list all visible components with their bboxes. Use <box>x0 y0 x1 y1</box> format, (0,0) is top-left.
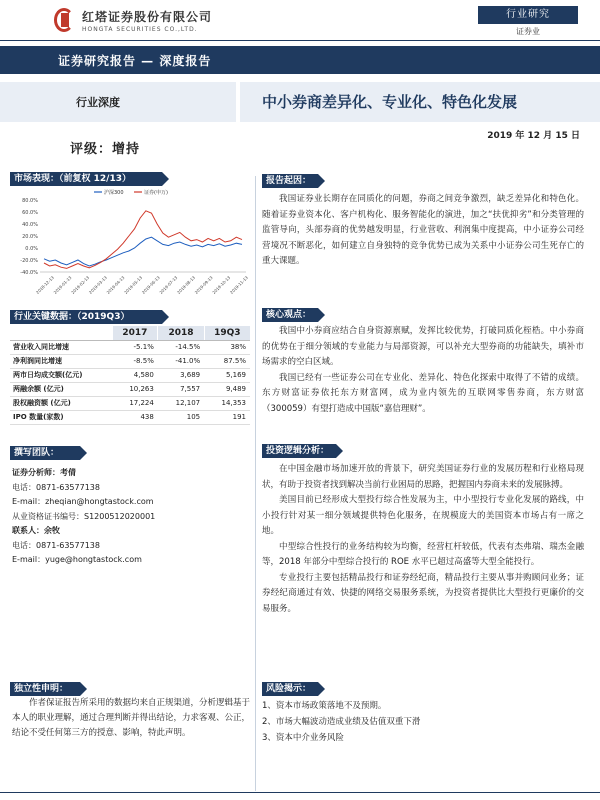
x-tick-label: 2019-03-13 <box>87 274 108 295</box>
company-logo <box>52 6 212 34</box>
core-section-header <box>262 308 318 322</box>
risk-item: 2、市场大幅波动造成业绩及估值双重下滑 <box>262 717 421 727</box>
y-tick-label: -20.0% <box>20 258 38 264</box>
row-label: 股权融资额 (亿元) <box>10 396 112 410</box>
row-value: 9,489 <box>204 382 250 396</box>
row-value: 438 <box>112 410 158 424</box>
x-tick-label: 2019-01-13 <box>52 274 73 295</box>
team-section-header <box>10 446 80 460</box>
disclaimer-section-header <box>10 682 80 696</box>
key-data-table <box>10 326 250 425</box>
title-bar <box>0 82 600 122</box>
y-tick-label: 0.0% <box>25 246 38 252</box>
banner-title: 证券研究报告 — 深度报告 <box>58 54 212 68</box>
contact-line: 从业资格证书编号：S1200512020001 <box>12 511 156 521</box>
x-tick-label: 2019-05-13 <box>123 274 144 295</box>
series-line-0 <box>44 237 242 266</box>
risk-item: 1、资本市场政策落地不及预期。 <box>262 701 387 711</box>
core-section-title: 核心观点： <box>266 310 312 320</box>
contact-line: 证券分析师：考倩 <box>12 468 76 477</box>
row-value: -41.0% <box>158 354 204 368</box>
market-performance-chart <box>10 186 250 296</box>
row-label: 营业收入同比增速 <box>10 340 112 354</box>
core-body <box>262 324 584 417</box>
table-row <box>10 410 250 424</box>
legend-label: 沪深300 <box>104 190 124 196</box>
contact-line: E-mail：yuge@hongtastock.com <box>12 555 142 564</box>
header-divider <box>0 40 600 41</box>
logic-paragraph: 在中国金融市场加速开放的背景下，研究美国证券行业的发展历程和行业格局现状，有助于投资者找到解决当前行业困局的思路，把握国内券商未来的发展脉搏。 <box>262 464 584 490</box>
disclaimer-text: 作者保证报告所采用的数据均来自正规渠道，分析逻辑基于本人的职业理解，通过合理判断并得出结论，力求客观、公正，结论不受任何第三方的授意、影响，特此声明。 <box>12 698 251 738</box>
table-row <box>10 354 250 368</box>
row-value: -8.5% <box>112 354 158 368</box>
risk-section-title: 风险揭示： <box>266 684 312 694</box>
table-row <box>10 382 250 396</box>
contact-line: 电话：0871-63577138 <box>12 482 100 492</box>
table-corner <box>10 326 112 340</box>
team-section-title: 撰写团队： <box>14 448 60 458</box>
industry-tag: 证券业 <box>516 27 540 36</box>
row-value: 3,689 <box>158 368 204 382</box>
disclaimer-section-title: 独立性申明： <box>14 684 69 694</box>
contact-line: E-mail：zheqian@hongtastock.com <box>12 497 154 506</box>
row-value: 38% <box>204 340 250 354</box>
logic-paragraph: 专业投行主要包括精品投行和证券经纪商，精品投行主要从事并购顾问业务；证券经纪商通过有效、快捷的网络交易服务系统，为投资者提供比大型投行更廉价的交易服务。 <box>262 572 584 614</box>
market-section-header <box>10 172 162 186</box>
row-value: 4,580 <box>112 368 158 382</box>
y-tick-label: 60.0% <box>22 210 38 216</box>
row-value: -5.1% <box>112 340 158 354</box>
report-banner <box>0 46 600 74</box>
risk-section-header <box>262 682 318 696</box>
col-header-2017: 2017 <box>112 326 158 340</box>
title-bar-separator <box>236 82 240 122</box>
y-tick-label: 20.0% <box>22 234 38 240</box>
x-tick-label: 2019-06-13 <box>140 274 161 295</box>
keydata-section-title: 行业关键数据：（2019Q3） <box>14 312 130 322</box>
x-tick-label: 2019-02-13 <box>70 274 91 295</box>
y-tick-label: 80.0% <box>22 198 38 204</box>
y-tick-label: 40.0% <box>22 222 38 228</box>
row-label: 净利润同比增速 <box>10 354 112 368</box>
row-value: 191 <box>204 410 250 424</box>
company-name-cn: 红塔证券股份有限公司 <box>82 9 213 24</box>
row-value: 7,557 <box>158 382 204 396</box>
row-value: 12,107 <box>158 396 204 410</box>
footer-divider <box>0 792 600 793</box>
report-category-tag: 行业研究 <box>478 6 578 24</box>
x-tick-label: 2019-07-13 <box>158 274 179 295</box>
contact-line: 联系人：余牧 <box>12 526 60 535</box>
logic-paragraph: 美国目前已经形成大型投行综合性发展为主，中小型投行专业化发展的路线，中小投行针对某一细分领域提供特色化服务，在规模庞大的美国资本市场占有一席之地。 <box>262 495 584 536</box>
col-header-2018: 2018 <box>158 326 204 340</box>
summary-section-title: 报告起因： <box>266 176 312 186</box>
summary-section-header <box>262 174 318 188</box>
report-date: 2019 年 12 月 15 日 <box>487 131 580 141</box>
series-line-1 <box>44 211 242 269</box>
table-header-row <box>10 326 250 340</box>
logo-mark-icon <box>52 6 76 34</box>
row-value: 87.5% <box>204 354 250 368</box>
row-value: 10,263 <box>112 382 158 396</box>
table-row <box>10 340 250 354</box>
risk-item: 3、资本中介业务风险 <box>262 733 344 743</box>
report-type: 行业深度 <box>76 96 120 109</box>
column-divider <box>255 176 256 791</box>
logic-section-title: 投资逻辑分析： <box>266 446 330 456</box>
page-header <box>0 0 600 44</box>
risk-list <box>262 698 582 746</box>
x-tick-label: 2019-04-13 <box>105 274 126 295</box>
row-value: 105 <box>158 410 204 424</box>
logic-section-header <box>262 444 336 458</box>
summary-paragraph: 我国证券业长期存在同质化的问题，券商之间竞争激烈，缺乏差异化和特色化。随着证券业资本化、客户机构化、服务智能化的演进，加之“扶优抑劣”和分类管理的监管导向，头部券商的优势越发明显，行业营收、利润集中度提高，中小证券公司经营境况不断恶化，如何建立自身独特的竞争优势已成为关系中小证券公司生死存亡的重大课题。 <box>262 194 584 266</box>
row-value: 17,224 <box>112 396 158 410</box>
core-paragraph: 我国已经有一些证券公司在专业化、差异化、特色化探索中取得了不错的成绩。东方财富证券依托东方财富网，成为业内领先的互联网零售券商，东方财富（300059）有望打造成中国版“嘉信理财”。 <box>262 372 584 414</box>
x-tick-label: 2019-11-13 <box>228 274 249 295</box>
x-tick-label: 2019-08-13 <box>176 274 197 295</box>
contact-line: 电话：0871-63577138 <box>12 540 100 550</box>
logic-paragraph: 中型综合性投行的业务结构较为均衡，经营杠杆较低，代表有杰弗瑞、瑞杰金融等，2018 年部分中型综合投行的 ROE 水平已超过高盛等大型全能投行。 <box>262 541 584 567</box>
col-header-19q3: 19Q3 <box>204 326 250 340</box>
table-row <box>10 396 250 410</box>
market-section-title: 市场表现：（前复权 12/13） <box>14 174 131 184</box>
logic-body <box>262 462 584 617</box>
y-tick-label: -40.0% <box>20 270 38 276</box>
report-title: 中小券商差异化、专业化、特色化发展 <box>262 93 518 111</box>
row-value: -14.5% <box>158 340 204 354</box>
legend-label: 证券(申万) <box>144 190 168 196</box>
core-paragraph: 我国中小券商应结合自身资源禀赋，发挥比较优势，打破同质化桎梏。中小券商的优势在于细分领域的专业能力与局部资源，可以补充大型券商的功能缺失，填补市场需求的空白区域。 <box>262 326 584 367</box>
keydata-section-header <box>10 310 162 324</box>
x-tick-label: 2019-10-13 <box>211 274 232 295</box>
row-label: 两融余额 (亿元) <box>10 382 112 396</box>
contact-info <box>12 466 250 568</box>
x-tick-label: 2018-12-13 <box>34 274 55 295</box>
rating: 评级：增持 <box>70 142 141 157</box>
disclaimer <box>12 696 250 741</box>
summary-body <box>262 192 584 270</box>
row-value: 14,353 <box>204 396 250 410</box>
row-label: 两市日均成交额(亿元) <box>10 368 112 382</box>
row-value: 5,169 <box>204 368 250 382</box>
x-tick-label: 2019-09-13 <box>193 274 214 295</box>
row-label: IPO 数量(家数) <box>10 410 112 424</box>
company-name-en: HONGTA SECURITIES CO.,LTD. <box>82 25 198 33</box>
table-row <box>10 368 250 382</box>
